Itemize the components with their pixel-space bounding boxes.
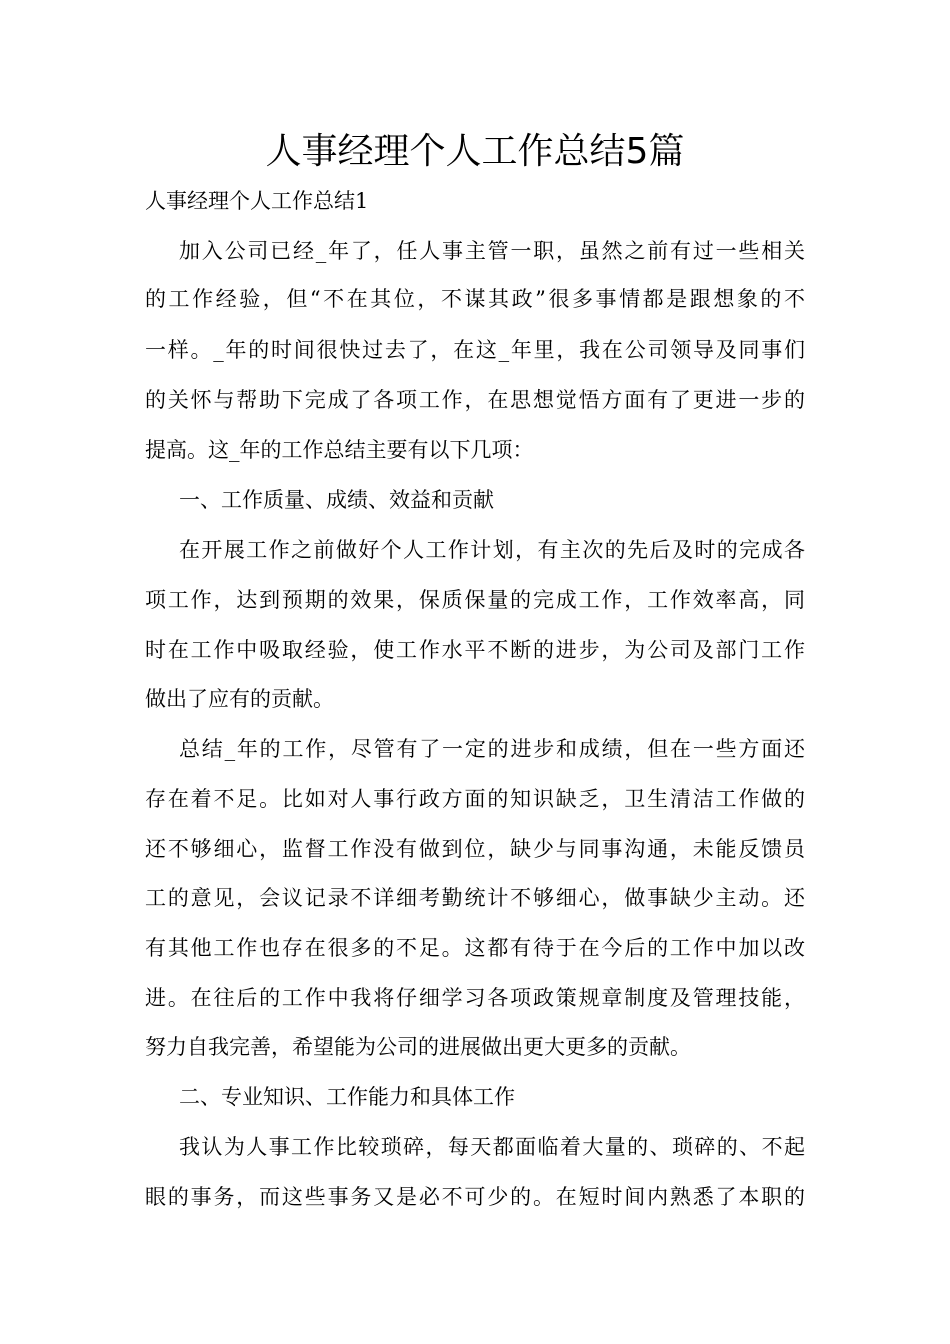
paragraph-line: 还不够细心，监督工作没有做到位，缺少与同事沟通，未能反馈员 xyxy=(145,837,805,861)
paragraph-line: 我认为人事工作比较琐碎，每天都面临着大量的、琐碎的、不起 xyxy=(179,1135,805,1159)
paragraph-line: 做出了应有的贡献。 xyxy=(145,687,334,711)
paragraph-line: 存在着不足。比如对人事行政方面的知识缺乏，卫生清洁工作做的 xyxy=(145,787,805,811)
section-heading: 一、工作质量、成绩、效益和贡献 xyxy=(179,488,494,512)
paragraph-line: 有其他工作也存在很多的不足。这都有待于在今后的工作中加以改 xyxy=(145,936,805,960)
paragraph-line: 的工作经验，但“不在其位，不谋其政”很多事情都是跟想象的不 xyxy=(145,287,805,311)
paragraph-line: 项工作，达到预期的效果，保质保量的完成工作，工作效率高，同 xyxy=(145,588,805,612)
paragraph-line: 的关怀与帮助下完成了各项工作，在思想觉悟方面有了更进一步的 xyxy=(145,388,805,412)
section-subtitle: 人事经理个人工作总结1 xyxy=(145,189,369,213)
section-heading: 二、专业知识、工作能力和具体工作 xyxy=(179,1085,515,1109)
paragraph-line: 提高。这_年的工作总结主要有以下几项： xyxy=(145,438,534,462)
paragraph-line: 工的意见，会议记录不详细考勤统计不够细心，做事缺少主动。还 xyxy=(145,886,805,910)
document-title: 人事经理个人工作总结5篇 xyxy=(265,131,685,172)
paragraph-line: 在开展工作之前做好个人工作计划，有主次的先后及时的完成各 xyxy=(179,538,805,562)
paragraph-line: 一样。_年的时间很快过去了，在这_年里，我在公司领导及同事们 xyxy=(145,338,805,362)
paragraph-line: 努力自我完善，希望能为公司的进展做出更大更多的贡献。 xyxy=(145,1035,691,1059)
paragraph-line: 加入公司已经_年了，任人事主管一职，虽然之前有过一些相关 xyxy=(179,239,805,263)
paragraph-line: 进。在往后的工作中我将仔细学习各项政策规章制度及管理技能， xyxy=(145,986,805,1010)
paragraph-line: 眼的事务，而这些事务又是必不可少的。在短时间内熟悉了本职的 xyxy=(145,1185,805,1209)
paragraph-line: 时在工作中吸取经验，使工作水平不断的进步，为公司及部门工作 xyxy=(145,638,805,662)
paragraph-line: 总结_年的工作，尽管有了一定的进步和成绩，但在一些方面还 xyxy=(179,737,805,761)
